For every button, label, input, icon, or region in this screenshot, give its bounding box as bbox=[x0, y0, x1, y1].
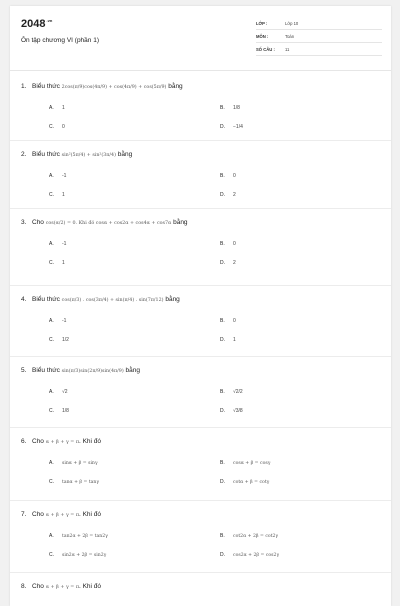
option-label: B. bbox=[220, 533, 225, 539]
question-stem bbox=[21, 81, 381, 93]
question-text: Biểu thức bbox=[32, 296, 62, 303]
question-stem bbox=[21, 581, 381, 593]
option-text: cosα + β = cosγ bbox=[233, 461, 271, 466]
answer-option[interactable] bbox=[49, 318, 66, 324]
question-number: 2. bbox=[21, 151, 27, 158]
option-text: −1/4 bbox=[233, 124, 243, 130]
answer-option[interactable] bbox=[49, 105, 65, 111]
question-7 bbox=[21, 509, 381, 558]
question-number: 1. bbox=[21, 83, 27, 90]
question-formula: α + β + γ = π bbox=[45, 585, 79, 590]
question-formula: 2cos(π/9)cos(4π/9) + cos(4π/9) + cos(5π/9) bbox=[61, 85, 167, 90]
option-label: C. bbox=[49, 408, 54, 414]
option-text: √3/8 bbox=[233, 408, 243, 414]
answer-option[interactable] bbox=[220, 192, 236, 198]
option-label: D. bbox=[220, 337, 225, 343]
question-tail: bằng bbox=[123, 367, 140, 374]
answer-option[interactable] bbox=[49, 533, 108, 539]
question-tail: bằng bbox=[163, 296, 180, 303]
question-text: Cho bbox=[32, 583, 46, 590]
option-label: B. bbox=[220, 105, 225, 111]
answer-option[interactable] bbox=[49, 260, 65, 266]
option-text: tan2α + 2β = tan2γ bbox=[62, 534, 108, 539]
option-text: 0 bbox=[233, 318, 236, 324]
question-formula: α + β + γ = π bbox=[45, 513, 79, 518]
question-number: 5. bbox=[21, 367, 27, 374]
option-text: 0 bbox=[62, 124, 65, 130]
question-stem bbox=[21, 294, 381, 306]
option-text: 0 bbox=[233, 241, 236, 247]
question-text: Biểu thức bbox=[32, 367, 62, 374]
question-stem bbox=[21, 217, 381, 229]
option-label: B. bbox=[220, 389, 225, 395]
answer-option[interactable] bbox=[220, 105, 240, 111]
logo[interactable] bbox=[21, 18, 52, 30]
question-number: 6. bbox=[21, 438, 27, 445]
option-text: tanα + β = tanγ bbox=[62, 480, 100, 485]
question-4 bbox=[21, 294, 381, 343]
question-tail: . Khi đó bbox=[78, 438, 102, 445]
option-label: B. bbox=[220, 241, 225, 247]
divider bbox=[10, 285, 391, 286]
option-text: 2 bbox=[233, 260, 236, 266]
divider bbox=[10, 572, 391, 573]
meta-info bbox=[256, 18, 382, 57]
option-text: sinα + β = sinγ bbox=[62, 461, 98, 466]
option-label: C. bbox=[49, 260, 54, 266]
meta-row-subject bbox=[256, 31, 382, 43]
option-text: 1 bbox=[62, 192, 65, 198]
option-label: A. bbox=[49, 389, 54, 395]
option-label: B. bbox=[220, 460, 225, 466]
answer-option[interactable] bbox=[49, 337, 69, 343]
option-text: 1 bbox=[62, 105, 65, 111]
question-formula: sin(π/3)sin(2π/9)sin(4π/9) bbox=[61, 369, 124, 374]
logo-text: 2048 bbox=[21, 18, 46, 30]
option-text: 1/8 bbox=[62, 408, 69, 414]
question-formula: sin²(5π/4) + sin²(3π/4) bbox=[61, 153, 116, 158]
question-stem bbox=[21, 509, 381, 521]
option-label: D. bbox=[220, 192, 225, 198]
option-text: 1/8 bbox=[233, 105, 240, 111]
option-label: D. bbox=[220, 479, 225, 485]
option-text: 1/2 bbox=[62, 337, 69, 343]
option-label: A. bbox=[49, 318, 54, 324]
divider bbox=[10, 356, 391, 357]
question-text: Cho bbox=[32, 219, 46, 226]
answer-option[interactable] bbox=[49, 389, 68, 395]
question-text: Biểu thức bbox=[32, 151, 62, 158]
answer-option[interactable] bbox=[49, 479, 99, 485]
option-text: -1 bbox=[62, 173, 67, 179]
question-text: Biểu thức bbox=[32, 83, 62, 90]
answer-option[interactable] bbox=[49, 460, 98, 466]
question-tail: . Khi đó bbox=[78, 511, 102, 518]
option-text: 1 bbox=[62, 260, 65, 266]
question-5 bbox=[21, 365, 381, 414]
option-text: -1 bbox=[62, 241, 67, 247]
option-label: C. bbox=[49, 192, 54, 198]
option-label: C. bbox=[49, 479, 54, 485]
question-stem bbox=[21, 365, 381, 377]
page-title: Ôn tập chương VI (phần 1) bbox=[21, 37, 99, 44]
meta-value: Lớp 10 bbox=[285, 21, 299, 26]
question-formula: α + β + γ = π bbox=[45, 440, 79, 445]
answer-option[interactable] bbox=[49, 552, 106, 558]
divider bbox=[10, 140, 391, 141]
answer-option[interactable] bbox=[220, 260, 236, 266]
meta-key: MÔN : bbox=[256, 34, 269, 39]
question-number: 7. bbox=[21, 511, 27, 518]
option-text: cot2α + 2β = cot2γ bbox=[233, 534, 279, 539]
question-8 bbox=[21, 581, 381, 593]
question-tail: bằng bbox=[115, 151, 133, 158]
option-label: A. bbox=[49, 105, 54, 111]
answer-option[interactable] bbox=[220, 124, 243, 130]
option-text: √2 bbox=[62, 389, 68, 395]
question-formula: cos(α/2) = 0. Khi đó cosα + cos2α + cos4α + cos7α bbox=[45, 221, 172, 226]
meta-value: Toán bbox=[285, 34, 295, 39]
divider bbox=[10, 500, 391, 501]
header bbox=[10, 6, 391, 71]
divider bbox=[10, 208, 391, 209]
answer-option[interactable] bbox=[220, 479, 269, 485]
answer-option[interactable] bbox=[220, 408, 243, 414]
option-label: D. bbox=[220, 408, 225, 414]
option-text: 0 bbox=[233, 173, 236, 179]
option-label: D. bbox=[220, 260, 225, 266]
meta-key: LỚP : bbox=[256, 21, 268, 26]
option-text: -1 bbox=[62, 318, 67, 324]
option-label: C. bbox=[49, 124, 54, 130]
question-tail: bằng bbox=[166, 83, 183, 90]
option-label: D. bbox=[220, 124, 225, 130]
question-text: Cho bbox=[32, 438, 46, 445]
question-1 bbox=[21, 81, 381, 130]
meta-key: SỐ CÂU : bbox=[256, 47, 275, 52]
answer-option[interactable] bbox=[49, 408, 69, 414]
meta-row-class bbox=[256, 18, 382, 30]
question-number: 4. bbox=[21, 296, 27, 303]
option-label: C. bbox=[49, 552, 54, 558]
meta-value: 11 bbox=[285, 47, 290, 52]
option-text: cos2α + 2β = cos2γ bbox=[233, 553, 280, 558]
answer-option[interactable] bbox=[220, 241, 236, 247]
option-label: C. bbox=[49, 337, 54, 343]
option-label: B. bbox=[220, 173, 225, 179]
worksheet bbox=[10, 6, 391, 606]
answer-option[interactable] bbox=[220, 552, 279, 558]
answer-option[interactable] bbox=[220, 337, 236, 343]
answer-option[interactable] bbox=[220, 460, 270, 466]
option-label: B. bbox=[220, 318, 225, 324]
option-text: cotα + β = cotγ bbox=[233, 480, 270, 485]
question-stem bbox=[21, 149, 381, 161]
answer-option[interactable] bbox=[49, 241, 66, 247]
question-6 bbox=[21, 436, 381, 485]
answer-option[interactable] bbox=[220, 173, 236, 179]
question-2 bbox=[21, 149, 381, 198]
meta-row-count bbox=[256, 44, 382, 56]
option-text: √2/2 bbox=[233, 389, 243, 395]
answer-option[interactable] bbox=[220, 533, 278, 539]
question-stem bbox=[21, 436, 381, 448]
question-3 bbox=[21, 217, 381, 266]
question-tail: bằng bbox=[171, 219, 188, 226]
answer-option[interactable] bbox=[220, 318, 236, 324]
answer-option[interactable] bbox=[49, 124, 65, 130]
answer-option[interactable] bbox=[49, 192, 65, 198]
option-text: 2 bbox=[233, 192, 236, 198]
answer-option[interactable] bbox=[220, 389, 243, 395]
divider bbox=[10, 427, 391, 428]
option-label: A. bbox=[49, 460, 54, 466]
question-formula: cos(π/3) . cos(3π/4) + sin(π/4) . sin(7π/12) bbox=[61, 298, 164, 303]
option-text: sin2α + 2β = sin2γ bbox=[62, 553, 107, 558]
answer-option[interactable] bbox=[49, 173, 66, 179]
option-label: A. bbox=[49, 173, 54, 179]
logo-suffix: .vn bbox=[46, 18, 53, 24]
option-text: 1 bbox=[233, 337, 236, 343]
question-number: 3. bbox=[21, 219, 27, 226]
question-tail: . Khi đó bbox=[78, 583, 102, 590]
question-text: Cho bbox=[32, 511, 46, 518]
question-number: 8. bbox=[21, 583, 27, 590]
option-label: A. bbox=[49, 241, 54, 247]
option-label: A. bbox=[49, 533, 54, 539]
option-label: D. bbox=[220, 552, 225, 558]
